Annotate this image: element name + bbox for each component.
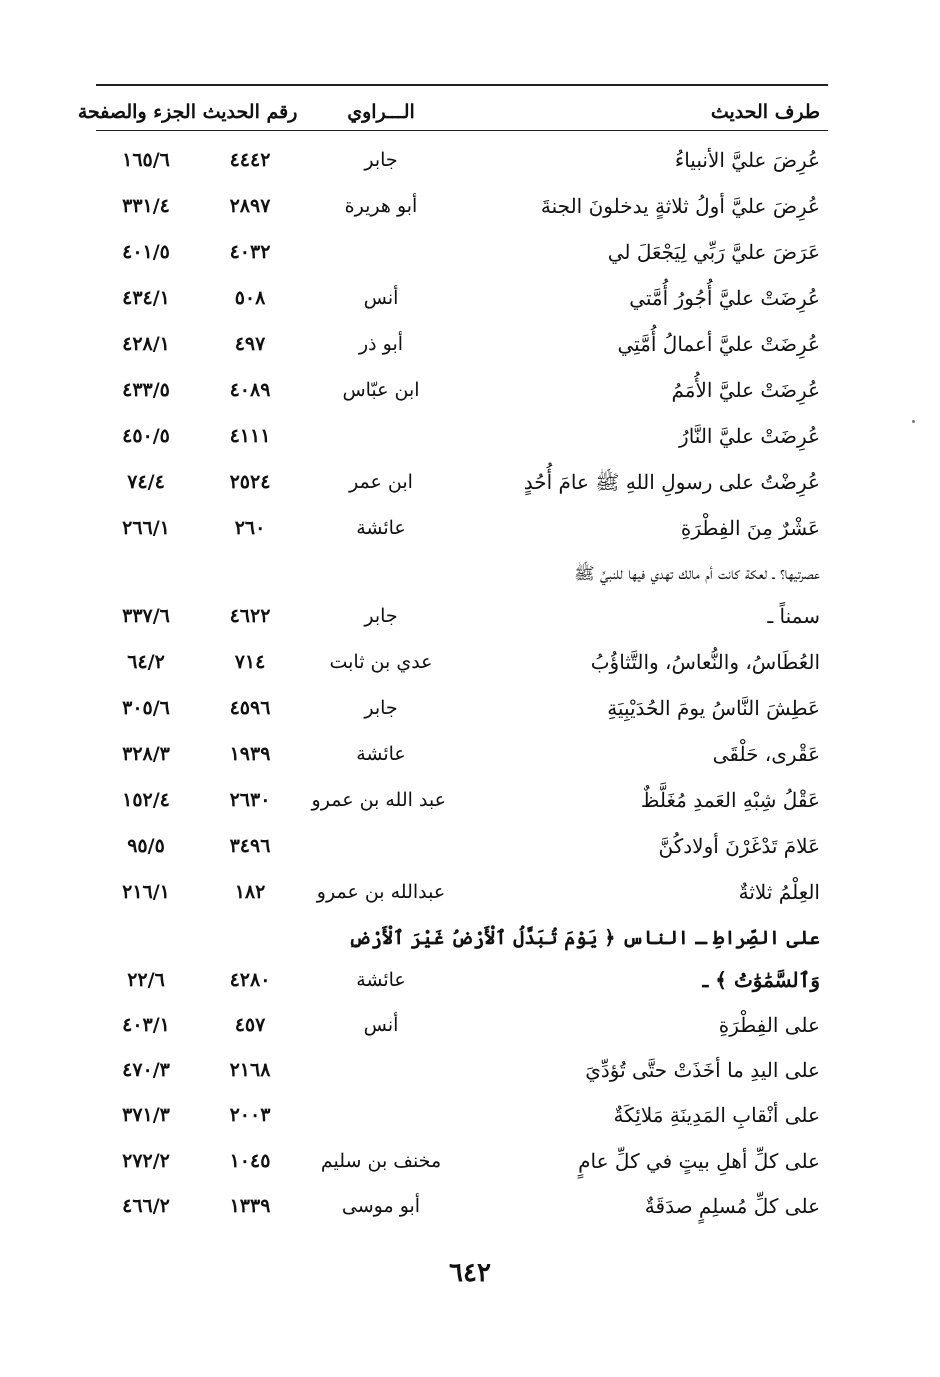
hadith-text: على أنْقابِ المَدِينَةِ مَلائِكَةٌ bbox=[613, 1103, 820, 1127]
table-row bbox=[96, 1186, 828, 1226]
table-row bbox=[96, 232, 828, 272]
volume-page: ٧٤/٤ bbox=[127, 471, 165, 493]
continuation-line bbox=[96, 918, 828, 958]
hadith-text: على كلِّ أهلِ بيتٍ في كلِّ عامٍ bbox=[578, 1149, 820, 1173]
page-number: ٦٤٢ bbox=[449, 1258, 491, 1288]
header-hadith: طرف الحديث bbox=[710, 101, 820, 123]
volume-page: ١٦٥/٦ bbox=[122, 149, 170, 171]
hadith-text: عَقْرى، حَلْقَى bbox=[712, 742, 820, 766]
hadith-text: سمناً ـ bbox=[767, 604, 820, 628]
table-row bbox=[96, 1050, 828, 1090]
hadith-text: عُرِضْتُ على رسولِ اللهِ ﷺ عامَ أُحُدٍ bbox=[523, 470, 820, 494]
narrator: جابر bbox=[364, 605, 398, 627]
volume-page: ٢٧٢/٢ bbox=[122, 1150, 170, 1172]
volume-page: ٢٢/٦ bbox=[127, 969, 165, 991]
hadith-text: عُرِضَتْ عليَّ أعمالُ أُمَّتِي bbox=[617, 332, 820, 356]
table-row bbox=[96, 872, 828, 912]
volume-page: ٤٣٣/٥ bbox=[122, 379, 170, 401]
hadith-number: ٤٦٢٢ bbox=[229, 605, 271, 627]
header-narrator: الـــراوي bbox=[347, 101, 415, 123]
narrator: عدي بن ثابت bbox=[329, 651, 433, 673]
volume-page: ٤٠١/٥ bbox=[122, 241, 170, 263]
header-number: رقم الحديث bbox=[202, 101, 298, 123]
hadith-text: عُرِضَ عليَّ الأنبياءُ bbox=[674, 148, 820, 172]
hadith-text: العِلْمُ ثلاثةٌ bbox=[738, 880, 820, 904]
hadith-text: العُطَاسُ، والنُّعاسُ، والتَّثاؤُبُ bbox=[590, 650, 820, 674]
narrator: ابن عبّاس bbox=[342, 379, 420, 401]
hadith-text: عُرِضَتْ عليَّ الأُمَمُ bbox=[671, 378, 820, 402]
hadith-number: ٢١٦٨ bbox=[229, 1059, 271, 1081]
hadith-number: ١٣٣٩ bbox=[229, 1195, 271, 1217]
table-row bbox=[96, 1005, 828, 1045]
narrator: جابر bbox=[364, 697, 398, 719]
narrator: جابر bbox=[364, 149, 398, 171]
narrator bbox=[316, 416, 446, 456]
hadith-text: على كلِّ مُسلِمٍ صدَقَةٌ bbox=[644, 1194, 820, 1218]
volume-page: ٣٠٥/٦ bbox=[122, 697, 170, 719]
hadith-number: ١٠٤٥ bbox=[229, 1150, 271, 1172]
narrator bbox=[316, 1050, 446, 1090]
volume-page: ١٥٢/٤ bbox=[122, 789, 170, 811]
table-row bbox=[96, 734, 828, 774]
margin-dot bbox=[912, 420, 915, 423]
hadith-text: على الفِطْرَةِ bbox=[718, 1013, 820, 1037]
volume-page: ٣٧١/٣ bbox=[122, 1104, 170, 1126]
narrator bbox=[316, 826, 446, 866]
continuation-line bbox=[96, 554, 828, 594]
table-row bbox=[96, 186, 828, 226]
narrator: عبد الله بن عمرو bbox=[311, 789, 446, 811]
header-reference: الجزء والصفحة bbox=[77, 101, 196, 123]
narrator: أنس bbox=[363, 1014, 399, 1036]
narrator: عائشة bbox=[356, 517, 406, 539]
hadith-number: ٢٨٩٧ bbox=[229, 195, 271, 217]
hadith-number: ٤٥٧ bbox=[234, 1014, 266, 1036]
hadith-number: ١٨٢ bbox=[234, 881, 266, 903]
hadith-text: عُرِضَتْ عليَّ النَّارُ bbox=[679, 424, 820, 448]
hadith-text: عَقْلُ شِبْهِ العَمدِ مُغَلَّظٌ bbox=[640, 788, 820, 812]
hadith-number: ٤٥٩٦ bbox=[229, 697, 271, 719]
hadith-text: عَطِشَ النَّاسُ يومَ الحُدَيْبِيَةِ bbox=[607, 696, 820, 720]
volume-page: ٤٢٨/١ bbox=[122, 333, 170, 355]
hadith-text-continued: على الصِّراطِ ـ الناس ﴿ يَوْمَ تُبَدَّلُ ٱلْأَرْضُ غَيْرَ ٱلْأَرْضِ bbox=[348, 927, 820, 949]
volume-page: ٤٠٣/١ bbox=[122, 1014, 170, 1036]
narrator: مخنف بن سليم bbox=[320, 1150, 442, 1172]
narrator: عبدالله بن عمرو bbox=[316, 881, 446, 903]
table-row bbox=[96, 462, 828, 502]
table-row bbox=[96, 642, 828, 682]
hadith-text: وَٱلسَّمَٰوَٰتُ ﴾ ـ bbox=[702, 968, 820, 992]
narrator: أبو هريرة bbox=[344, 195, 418, 217]
narrator: أنس bbox=[363, 287, 399, 309]
hadith-number: ٤١١١ bbox=[229, 425, 271, 447]
hadith-text: عَشْرٌ مِنَ الفِطْرَةِ bbox=[680, 516, 820, 540]
narrator: عائشة bbox=[356, 743, 406, 765]
table-row bbox=[96, 140, 828, 180]
table-row bbox=[96, 780, 828, 820]
table-row bbox=[96, 1095, 828, 1135]
table-row bbox=[96, 688, 828, 728]
table-header bbox=[77, 92, 828, 132]
hadith-number: ٤٠٨٩ bbox=[229, 379, 271, 401]
volume-page: ٢١٦/١ bbox=[122, 881, 170, 903]
hadith-text-continued: عصرتيها؟ ـ لعكة كانت أم مالك تهدي فيها للنبيِّ ﷺ bbox=[574, 564, 820, 584]
hadith-text: عُرِضَتْ عليَّ أُجُورُ أُمَّتي bbox=[629, 286, 820, 310]
volume-page: ٤٣٤/١ bbox=[122, 287, 170, 309]
table-row bbox=[96, 826, 828, 866]
hadith-number: ٢٦٣٠ bbox=[229, 789, 271, 811]
volume-page: ٤٧٠/٣ bbox=[122, 1059, 170, 1081]
hadith-text: عَلامَ تَدْغَرْنَ أولادكُنَّ bbox=[658, 834, 820, 858]
hadith-number: ٤٤٤٢ bbox=[229, 149, 271, 171]
hadith-number: ٤٩٧ bbox=[234, 333, 266, 355]
volume-page: ٣٣١/٤ bbox=[122, 195, 170, 217]
hadith-number: ٢٦٠ bbox=[234, 517, 266, 539]
volume-page: ٣٣٧/٦ bbox=[122, 605, 170, 627]
narrator: أبو ذر bbox=[358, 333, 404, 355]
volume-page: ٩٥/٥ bbox=[127, 835, 165, 857]
table-row bbox=[96, 508, 828, 548]
table-row bbox=[96, 278, 828, 318]
hadith-number: ٣٤٩٦ bbox=[229, 835, 271, 857]
narrator: ابن عمر bbox=[349, 471, 413, 493]
table-row bbox=[96, 370, 828, 410]
volume-page: ٢٦٦/١ bbox=[122, 517, 170, 539]
hadith-text: على اليدِ ما أخَذَتْ حتَّى تُؤدِّيَ bbox=[585, 1058, 820, 1082]
narrator: عائشة bbox=[356, 969, 406, 991]
narrator bbox=[316, 232, 446, 272]
hadith-number: ٥٠٨ bbox=[234, 287, 266, 309]
volume-page: ٤٦٦/٢ bbox=[122, 1195, 170, 1217]
table-row bbox=[96, 596, 828, 636]
hadith-number: ٤٢٨٠ bbox=[229, 969, 271, 991]
hadith-number: ٧١٤ bbox=[234, 651, 266, 673]
narrator bbox=[316, 1095, 446, 1135]
top-rule bbox=[96, 84, 828, 86]
narrator: أبو موسى bbox=[341, 1195, 421, 1217]
hadith-text: عُرِضَ عليَّ أولُ ثلاثةٍ يدخلونَ الجنةَ bbox=[540, 194, 820, 218]
volume-page: ٤٥٠/٥ bbox=[122, 425, 170, 447]
hadith-number: ٤٠٣٢ bbox=[229, 241, 271, 263]
table-row bbox=[96, 1141, 828, 1181]
hadith-text: عَرَضَ عليَّ رَبِّي لِيَجْعَلَ لي bbox=[607, 240, 820, 264]
hadith-number: ٢٠٠٣ bbox=[229, 1104, 271, 1126]
header-rule bbox=[96, 130, 828, 131]
table-row bbox=[96, 324, 828, 364]
volume-page: ٣٢٨/٣ bbox=[122, 743, 170, 765]
volume-page: ٦٤/٢ bbox=[127, 651, 165, 673]
hadith-number: ١٩٣٩ bbox=[229, 743, 271, 765]
table-row bbox=[96, 960, 828, 1000]
hadith-number: ٢٥٢٤ bbox=[229, 471, 271, 493]
table-row bbox=[96, 416, 828, 456]
